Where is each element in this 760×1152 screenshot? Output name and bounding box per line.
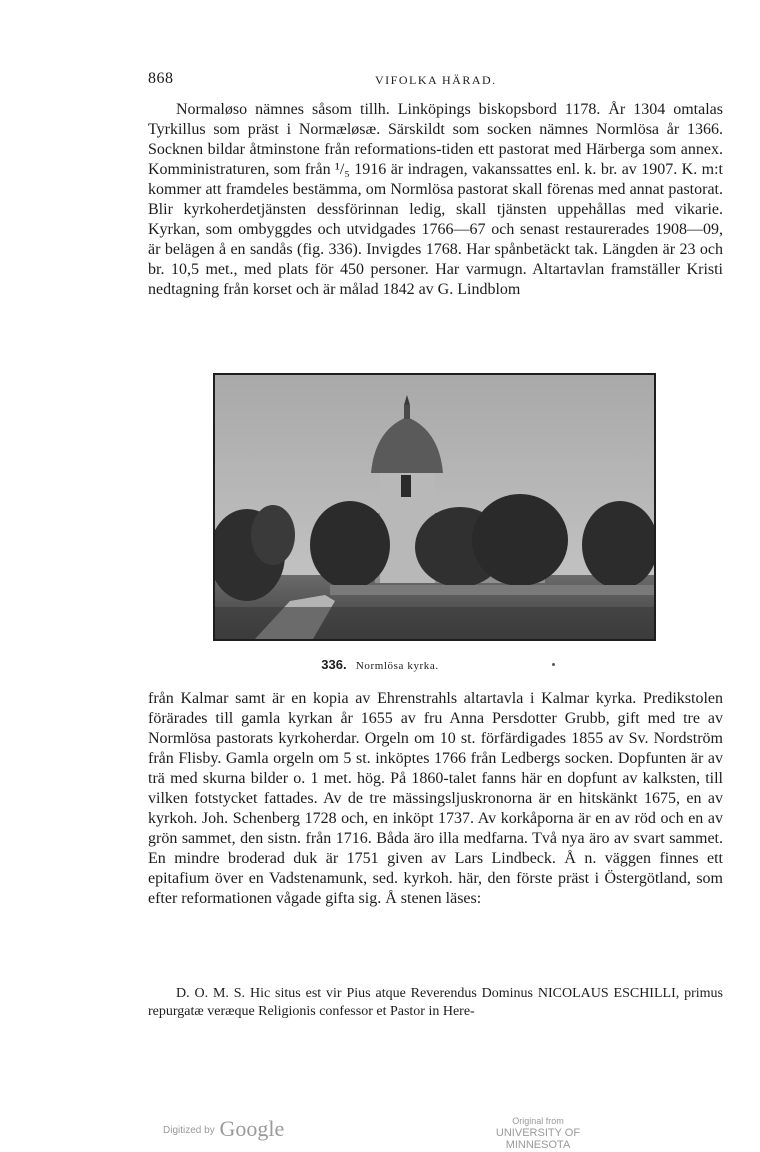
print-speck — [552, 663, 555, 666]
body-text-top — [148, 100, 723, 300]
paragraph: Normaløso nämnes såsom tillh. Linköpings biskopsbord 1178. År 1304 omtalas Tyrkillus som präst i Normæløsæ. Särskildt som socken nämnes Normlösa år 1366. Socknen bildar åtminstone från reformations-tiden ett pastorat med Härberga som annex. Komministraturen, som från ¹/₅ 1916 är indragen, vakanssattes enl. k. br. av 1907. K. m:t kommer att framdeles bestämma, om Normlösa pastorat skall förenas med annat pastorat. Blir kyrkoherdetjänsten dessförinnan ledig, skall tjänsten uppehållas med vikarie. Kyrkan, som ombyggdes och utvidgades 1766—67 och senast restaurerades 1908—09, är belägen å en sandås (fig. 336). Invigdes 1768. Har spånbetäckt tak. Längden är 23 och br. 10,5 met., med plats för 450 personer. Har varmugn. Altartavlan framställer Kristi nedtagning från korset och är målad 1842 av G. Lindblom — [148, 101, 723, 298]
original-from-label: Original from — [512, 1116, 564, 1126]
figure-title: Normlösa kyrka. — [355, 660, 439, 672]
body-text-bottom — [148, 689, 723, 909]
church-photo — [213, 373, 656, 641]
google-logo: Google — [219, 1116, 285, 1141]
page-number: 868 — [148, 70, 174, 87]
inscription-text — [148, 985, 723, 1021]
running-head: VIFOLKA HÄRAD. — [375, 73, 497, 87]
institution-name: UNIVERSITY OF MINNESOTA — [495, 1127, 581, 1151]
figure-caption — [0, 657, 760, 673]
original-from-footer — [463, 1115, 613, 1151]
inscription-paragraph: D. O. M. S. Hic situs est vir Pius atque Reverendus Dominus NICOLAUS ESCHILLI, primus repurgatæ veræque Religionis confessor et Pastor in Here- — [148, 986, 723, 1019]
digitized-by-label: Digitized by — [163, 1125, 215, 1136]
figure-number: 336. — [321, 657, 347, 672]
paragraph: från Kalmar samt är en kopia av Ehrenstrahls altartavla i Kalmar kyrka. Predikstolen förärades till gamla kyrkan år 1655 av fru Anna Persdotter Grubb, gift med tre av Normlösa pastorats kyrkoherdar. Orgeln om 10 st. förfärdigades 1855 av Sv. Nordström från Flisby. Gamla orgeln om 5 st. inköptes 1766 från Ledbergs socken. Dopfunten är av trä med skurna bilder o. 1 met. hög. På 1860-talet fanns här en dopfunt av kalksten, till vilken fotstycket fattades. Av de tre mässingsljuskronorna är en hitskänkt 1675, en av kyrkoh. Joh. Schenberg 1728 och, en inköpt 1737. Av korkåporna är en av röd och en av grön sammet, den sistn. från 1716. Båda äro illa medfarna. Två nya äro av svart sammet. En mindre broderad duk är 1751 given av Lars Lindbeck. Å n. väggen finnes ett epitafium över en Vadstenamunk, sed. kyrkoh. här, den förste präst i Östergötland, som efter reformationen vågade gifta sig. Å stenen läses: — [148, 690, 723, 907]
digitized-by-footer — [163, 1116, 284, 1142]
